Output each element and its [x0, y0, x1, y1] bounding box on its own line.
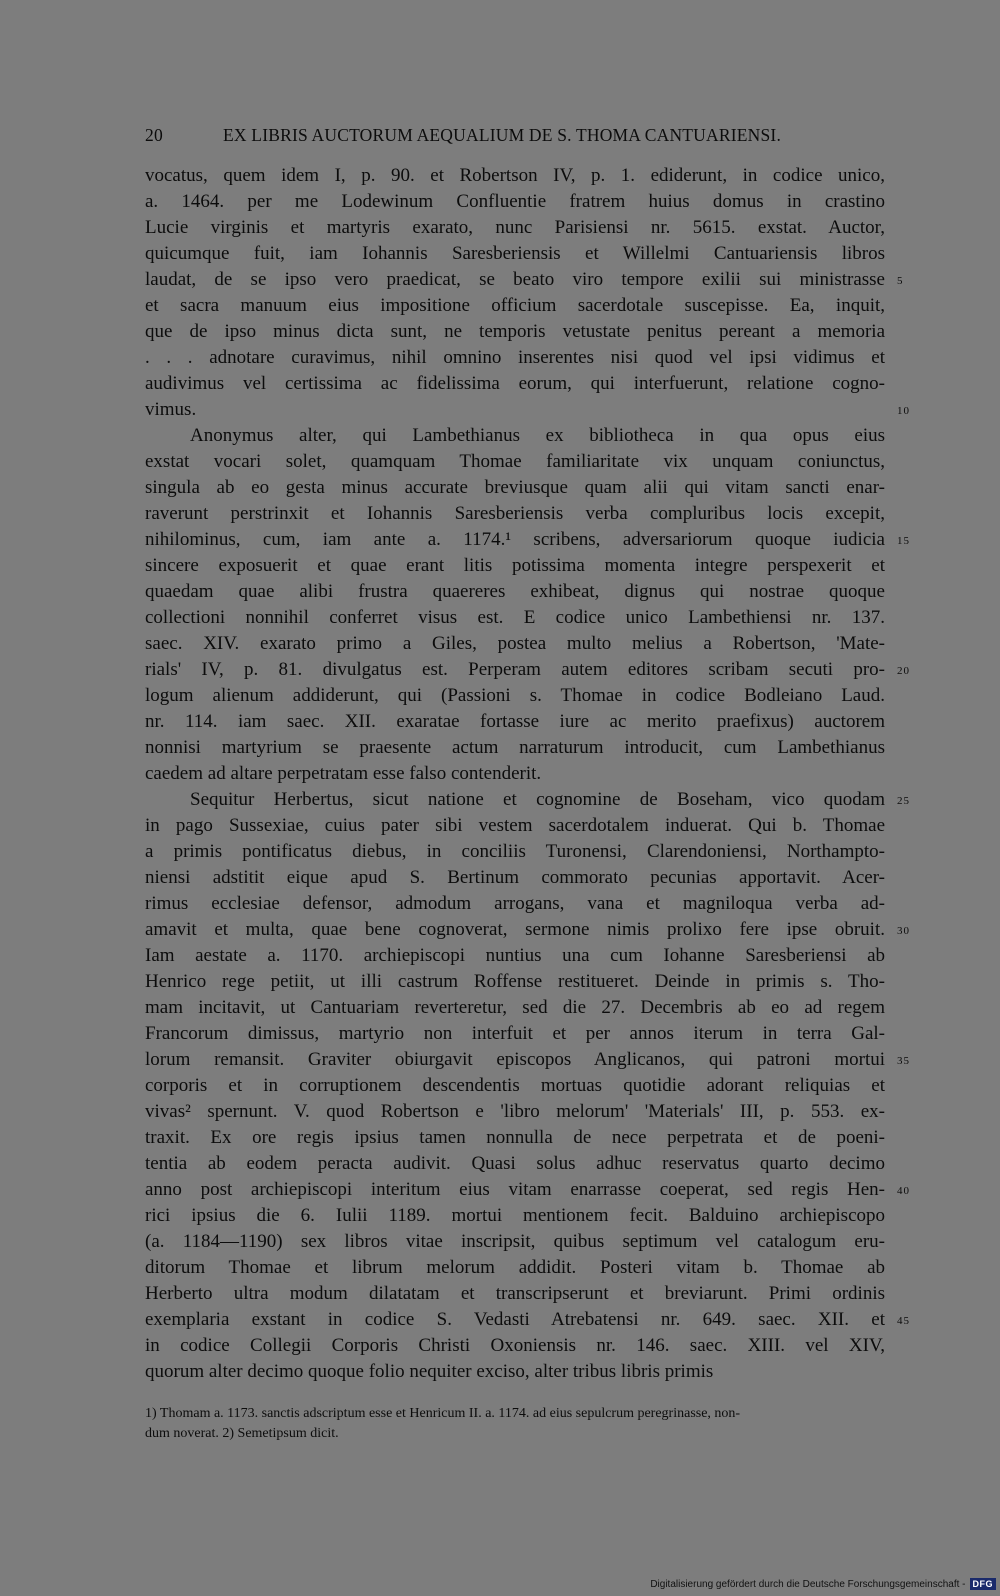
credit-text: Digitalisierung gefördert durch die Deutsche Forschungsgemeinschaft - — [650, 1578, 966, 1590]
text-line — [145, 267, 904, 293]
footnotes — [145, 1404, 885, 1444]
text-line — [145, 1177, 910, 1203]
line-text: Herberto ultra modum dilatatam et transcripserunt et breviarunt. Primi ordinis — [145, 1283, 885, 1304]
line-text: singula ab eo gesta minus accurate breviusque quam alii qui vitam sancti enar- — [145, 477, 885, 498]
line-text: nonnisi martyrium se praesente actum narraturum introducit, cum Lambethianus — [145, 737, 885, 758]
text-line — [145, 371, 885, 397]
text-line — [145, 943, 885, 969]
line-number: 15 — [897, 535, 910, 547]
line-text: . . . adnotare curavimus, nihil omnino inserentes nisi quod vel ipsi vidimus et — [145, 347, 885, 368]
line-text: a. 1464. per me Lodewinum Confluentie fratrem huius domus in crastino — [145, 191, 885, 212]
text-line — [145, 709, 885, 735]
line-text: saec. XIV. exarato primo a Giles, postea multo melius a Robertson, 'Mate- — [145, 633, 885, 654]
text-line — [145, 1203, 885, 1229]
text-line — [145, 319, 885, 345]
text-line — [145, 1099, 885, 1125]
line-text: Francorum dimissus, martyrio non interfuit et per annos iterum in terra Gal- — [145, 1023, 885, 1044]
text-line — [145, 1047, 910, 1073]
line-text: vocatus, quem idem I, p. 90. et Robertson IV, p. 1. ediderunt, in codice unico, — [145, 165, 885, 186]
text-line — [145, 761, 885, 787]
line-text: quorum alter decimo quoque folio nequiter exciso, alter tribus libris primis — [145, 1361, 714, 1382]
text-line — [145, 241, 885, 267]
line-text: Lucie virginis et martyris exarato, nunc Parisiensi nr. 5615. exstat. Auctor, — [145, 217, 885, 238]
line-number: 5 — [897, 275, 904, 287]
text-line — [145, 813, 885, 839]
text-line — [145, 475, 885, 501]
text-line — [145, 1255, 885, 1281]
text-line — [145, 293, 885, 319]
line-text: rials' IV, p. 81. divulgatus est. Perperam autem editores scribam secuti pro- — [145, 659, 885, 680]
text-line — [145, 683, 885, 709]
line-text: tentia ab eodem peracta audivit. Quasi solus adhuc reservatus quarto decimo — [145, 1153, 885, 1174]
line-text: raverunt perstrinxit et Iohannis Saresberiensis verba compluribus locis excepit, — [145, 503, 885, 524]
line-number: 35 — [897, 1055, 910, 1067]
text-line — [145, 1281, 885, 1307]
text-line — [145, 553, 885, 579]
text-line — [145, 891, 885, 917]
text-line — [145, 397, 910, 423]
text-line — [145, 1229, 885, 1255]
line-number: 20 — [897, 665, 910, 677]
line-text: rimus ecclesiae defensor, admodum arrogans, vana et magniloqua verba ad- — [145, 893, 885, 914]
line-text: anno post archiepiscopi interitum eius vitam enarrasse coeperat, sed regis Hen- — [145, 1179, 885, 1200]
text-line — [145, 1307, 910, 1333]
line-text: sincere exposuerit et quae erant litis potissima momenta integre perspexerit et — [145, 555, 885, 576]
line-text: a primis pontificatus diebus, in conciliis Turonensi, Clarendoniensi, Northampto- — [145, 841, 885, 862]
line-text: vimus. — [145, 399, 197, 420]
text-line — [145, 1333, 885, 1359]
text-line — [145, 449, 885, 475]
running-title: EX LIBRIS AUCTORUM AEQUALIUM DE S. THOMA CANTUARIENSI. — [223, 125, 782, 145]
line-text: audivimus vel certissima ac fidelissima eorum, qui interfuerunt, relatione cogno- — [145, 373, 885, 394]
text-line — [145, 605, 885, 631]
text-line — [145, 345, 885, 371]
line-text: ditorum Thomae et librum melorum addidit. Posteri vitam b. Thomae ab — [145, 1257, 885, 1278]
digitization-credit — [650, 1578, 996, 1590]
line-text: Henrico rege petiit, ut illi castrum Roffense restitueret. Deinde in primis s. Tho- — [145, 971, 885, 992]
text-line — [145, 839, 885, 865]
line-number: 25 — [897, 795, 910, 807]
line-text: corporis et in corruptionem descendentis mortuas quotidie adorant reliquias et — [145, 1075, 885, 1096]
text-line — [145, 735, 885, 761]
line-text: quaedam quae alibi frustra quaereres exhibeat, dignus qui nostrae quoque — [145, 581, 885, 602]
line-number: 45 — [897, 1315, 910, 1327]
line-text: laudat, de se ipso vero praedicat, se beato viro tempore exilii sui ministrasse — [145, 269, 885, 290]
line-text: collectioni nonnihil conferret visus est. E codice unico Lambethiensi nr. 137. — [145, 607, 885, 628]
text-line — [145, 1151, 885, 1177]
text-line — [145, 657, 910, 683]
footnote-line: 1) Thomam a. 1173. sanctis adscriptum esse et Henricum II. a. 1174. ad eius sepulcrum peregrinasse, non- — [145, 1406, 741, 1421]
text-line — [145, 163, 885, 189]
text-line — [145, 917, 910, 943]
text-body — [145, 163, 910, 1385]
text-line — [145, 1073, 885, 1099]
text-line — [145, 787, 910, 813]
line-text: in pago Sussexiae, cuius pater sibi vestem sacerdotalem induerat. Qui b. Thomae — [145, 815, 885, 836]
text-line — [145, 189, 885, 215]
line-text: rici ipsius die 6. Iulii 1189. mortui mentionem fecit. Balduino archiepiscopo — [145, 1205, 885, 1226]
text-line — [145, 995, 885, 1021]
footnote-line: dum noverat. 2) Semetipsum dicit. — [145, 1426, 339, 1441]
line-text: que de ipso minus dicta sunt, ne temporis vetustate penitus pereant a memoria — [145, 321, 885, 342]
text-line — [145, 631, 885, 657]
line-text: mam incitavit, ut Cantuariam reverteretur, sed die 27. Decembris ab eo ad regem — [145, 997, 885, 1018]
line-text: in codice Collegii Corporis Christi Oxoniensis nr. 146. saec. XIII. vel XIV, — [145, 1335, 885, 1356]
line-text: et sacra manuum eius impositione officium sacerdotale suscepisse. Ea, inquit, — [145, 295, 885, 316]
line-number: 10 — [897, 405, 910, 417]
line-text: Iam aestate a. 1170. archiepiscopi nuntius una cum Iohanne Saresberiensi ab — [145, 945, 885, 966]
text-line — [145, 215, 885, 241]
line-text: quicumque fuit, iam Iohannis Saresberiensis et Willelmi Cantuariensis libros — [145, 243, 885, 264]
line-text: lorum remansit. Graviter obiurgavit episcopos Anglicanos, qui patroni mortui — [145, 1049, 885, 1070]
text-line — [145, 527, 910, 553]
line-text: Anonymus alter, qui Lambethianus ex bibliotheca in qua opus eius — [190, 425, 885, 446]
line-text: exstat vocari solet, quamquam Thomae familiaritate vix unquam coniunctus, — [145, 451, 885, 472]
page-number: 20 — [145, 125, 163, 145]
line-text: nr. 114. iam saec. XII. exaratae fortasse iure ac merito praefixus) auctorem — [145, 711, 885, 732]
line-text: vivas² spernunt. V. quod Robertson e 'libro melorum' 'Materials' III, p. 553. ex- — [145, 1101, 885, 1122]
line-text: nihilominus, cum, iam ante a. 1174.¹ scribens, adversariorum quoque iudicia — [145, 529, 885, 550]
line-number: 30 — [897, 925, 910, 937]
line-text: niensi adstitit eique apud S. Bertinum commorato pecunias apportavit. Acer- — [145, 867, 885, 888]
line-text: (a. 1184—1190) sex libros vitae inscripsit, quibus septimum vel catalogum eru- — [145, 1231, 885, 1252]
text-line — [145, 865, 885, 891]
line-text: traxit. Ex ore regis ipsius tamen nonnulla de nece perpetrata et de poeni- — [145, 1127, 885, 1148]
text-line — [145, 579, 885, 605]
line-number: 40 — [897, 1185, 910, 1197]
line-text: exemplaria exstant in codice S. Vedasti Atrebatensi nr. 649. saec. XII. et — [145, 1309, 885, 1330]
line-text: caedem ad altare perpetratam esse falso contenderit. — [145, 763, 542, 784]
line-text: Sequitur Herbertus, sicut natione et cognomine de Boseham, vico quodam — [190, 789, 885, 810]
text-line — [145, 1021, 885, 1047]
text-line — [145, 969, 885, 995]
text-line — [145, 423, 885, 449]
text-line — [145, 501, 885, 527]
dfg-logo: DFG — [970, 1578, 997, 1590]
line-text: logum alienum addiderunt, qui (Passioni s. Thomae in codice Bodleiano Laud. — [145, 685, 885, 706]
line-text: amavit et multa, quae bene cognoverat, sermone nimis prolixo fere ipse obruit. — [145, 919, 885, 940]
text-line — [145, 1125, 885, 1151]
text-line — [145, 1359, 885, 1385]
